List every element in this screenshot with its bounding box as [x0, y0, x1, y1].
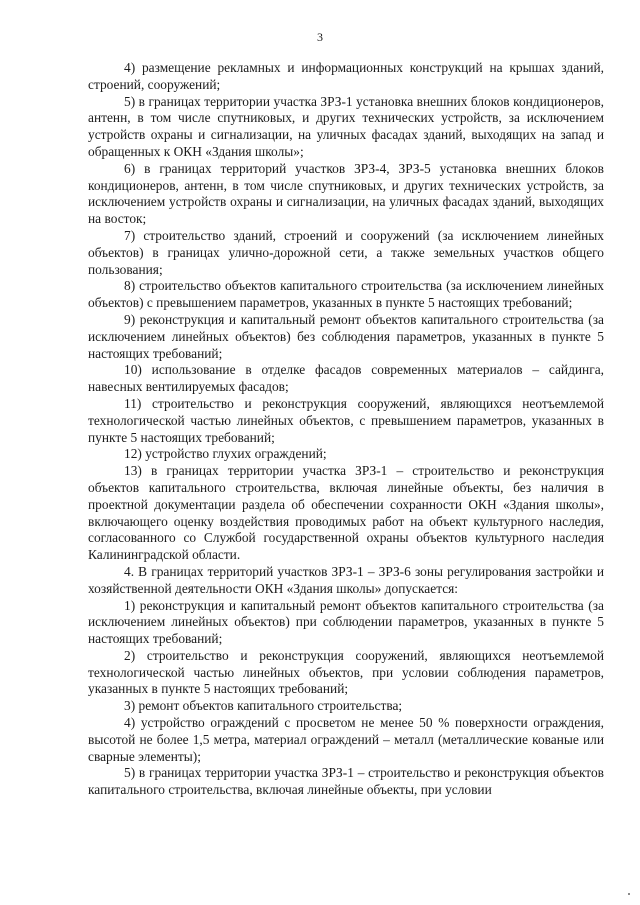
paragraph-allowed-2: 2) строительство и реконструкция сооружений, являющихся неотъемлемой технологической частью линейных объектов, при условии соблюдения параметров, указанных в пункте 5 настоящих требований; [88, 647, 604, 697]
paragraph-prohibition-7: 7) строительство зданий, строений и сооружений (за исключением линейных объектов) в границах улично-дорожной сети, а также земельных участков общего пользования; [88, 227, 604, 277]
page-number: 3 [317, 30, 323, 44]
paragraph-prohibition-4: 4) размещение рекламных и информационных конструкций на крышах зданий, строений, сооружений; [88, 60, 604, 92]
document-body [88, 60, 604, 799]
paragraph-allowed-1: 1) реконструкция и капитальный ремонт объектов капитального строительства (за исключением линейных объектов) при соблюдении параметров, указанных в пункте 5 настоящих требований; [88, 597, 604, 647]
paragraph-prohibition-8: 8) строительство объектов капитального строительства (за исключением линейных объектов) с превышением параметров, указанных в пункте 5 настоящих требований; [88, 278, 604, 311]
paragraph-prohibition-12: 12) устройство глухих ограждений; [124, 446, 327, 462]
scan-speck [628, 893, 630, 895]
paragraph-prohibition-5: 5) в границах территории участка ЗРЗ-1 установка внешних блоков кондиционеров, антенн, в том числе спутниковых, и других технических устройств, за исключением устройств охраны и сигнализации, на уличных фасадах зданий, выходящих на запад и обращенных к ОКН «Здания школы»; [88, 93, 604, 159]
paragraph-prohibition-13: 13) в границах территории участка ЗРЗ-1 – строительство и реконструкция объектов капитального строительства, включая линейные объекты, без наличия в проектной документации раздела об обеспечении сохранности ОКН «Здания школы», включающего оценку воздействия проводимых работ на объект культурного наследия, согласованного со Службой государственной охраны объектов культурного наследия Калининградской области. [88, 463, 604, 563]
paragraph-section-4: 4. В границах территорий участков ЗРЗ-1 – ЗРЗ-6 зоны регулирования застройки и хозяйственной деятельности ОКН «Здания школы» допускается: [88, 563, 604, 596]
paragraph-prohibition-10: 10) использование в отделке фасадов современных материалов – сайдинга, навесных вентилируемых фасадов; [88, 362, 604, 395]
paragraph-prohibition-11: 11) строительство и реконструкция сооружений, являющихся неотъемлемой технологической частью линейных объектов, с превышением параметров, указанных в пункте 5 настоящих требований; [88, 395, 604, 445]
paragraph-allowed-3: 3) ремонт объектов капитального строительства; [124, 698, 403, 714]
paragraph-allowed-4: 4) устройство ограждений с просветом не менее 50 % поверхности ограждения, высотой не более 1,5 метра, материал ограждений – металл (металлические кованые или сварные элементы); [88, 715, 604, 764]
paragraph-allowed-5: 5) в границах территории участка ЗРЗ-1 – строительство и реконструкция объектов капитального строительства, включая линейные объекты, при условии [88, 765, 604, 798]
paragraph-prohibition-6: 6) в границах территорий участков ЗРЗ-4, ЗРЗ-5 установка внешних блоков кондиционеров, антенн, в том числе спутниковых, и других технических устройств, за исключением устройств охраны и сигнализации, на уличных фасадах зданий, выходящих на восток; [88, 160, 604, 227]
paragraph-prohibition-9: 9) реконструкция и капитальный ремонт объектов капитального строительства (за исключением линейных объектов) без соблюдения параметров, указанных в пункте 5 настоящих требований; [88, 311, 604, 361]
